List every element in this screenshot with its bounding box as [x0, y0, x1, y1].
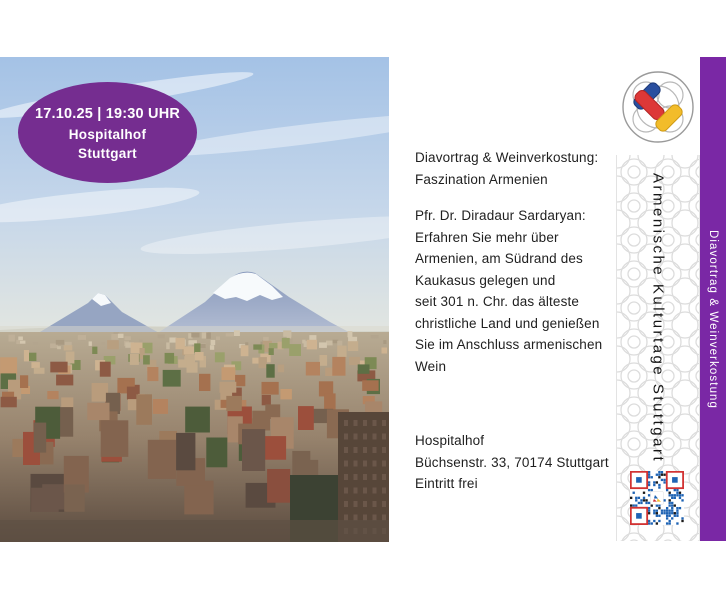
- armenian-knot-logo-icon: [620, 69, 696, 145]
- body-line: seit 301 n. Chr. das älteste: [415, 294, 580, 309]
- body-line: Wein: [415, 358, 447, 374]
- body-line: christliche Land und genießen: [415, 315, 600, 331]
- event-description: [415, 205, 617, 377]
- venue-line: Eintritt frei: [415, 476, 478, 491]
- event-title: [415, 147, 617, 190]
- body-line: Kaukasus gelegen und: [415, 272, 556, 288]
- event-city: Stuttgart: [78, 145, 137, 161]
- title-line: Diavortrag & Weinverkostung:: [415, 150, 599, 165]
- sidebar-vertical-title: Armenische Kulturtage Stuttgart: [649, 172, 667, 464]
- bottom-shadow: [0, 520, 389, 542]
- qr-code: [630, 471, 684, 525]
- ribbon-vertical-label: Diavortrag & Weinverkostung: [707, 230, 719, 410]
- title-line: Faszination Armenien: [415, 171, 548, 187]
- event-datetime: 17.10.25 | 19:30 UHR: [34, 105, 181, 122]
- venue-info: [415, 430, 617, 495]
- body-line: Erfahren Sie mehr über: [415, 229, 559, 245]
- body-line: Armenien, am Südrand des: [415, 251, 583, 266]
- body-line: Sie im Anschluss armenischen: [415, 337, 603, 352]
- venue-line: Hospitalhof: [415, 433, 485, 448]
- event-date-badge: [18, 82, 197, 183]
- event-venue-name: Hospitalhof: [68, 126, 147, 142]
- venue-line: Büchsenstr. 33, 70174 Stuttgart: [415, 454, 609, 470]
- event-type-ribbon: [700, 57, 726, 541]
- body-line: Pfr. Dr. Diradaur Sardaryan:: [415, 208, 586, 223]
